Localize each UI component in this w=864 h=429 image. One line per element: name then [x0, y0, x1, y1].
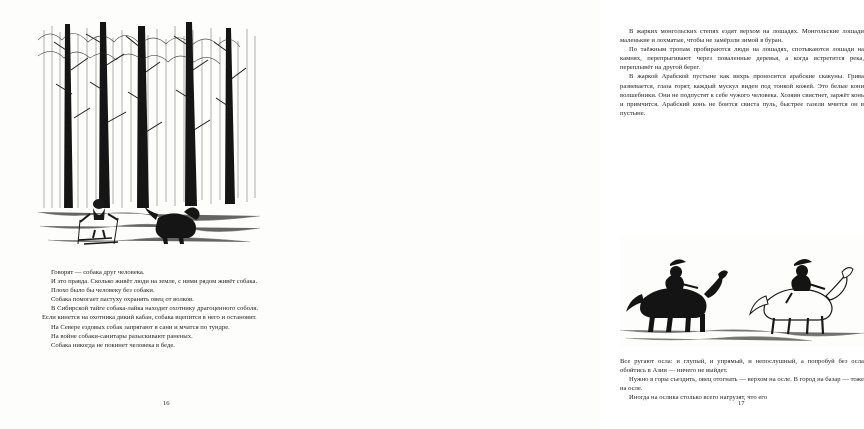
- paragraph: Все ругают осла: и глупый, и упрямый, и непослушный, а попробуй без осла обойтись в Азии — ничего не выйдет.: [620, 358, 864, 375]
- tree-icon: [38, 22, 260, 250]
- paragraph: И это правда. Сколько живёт люди на земле, с ними рядом живёт собака.: [51, 278, 258, 286]
- left-page-folio: 16: [163, 400, 170, 407]
- paragraph: Иногда на ослика столько всего нагрузят, что его: [629, 394, 768, 402]
- right-page-body-text-top: [620, 27, 864, 118]
- paragraph: По таёжным тропам пробираются люди на лошадях, спотыкаются лошади на камнях, перепрыгивают через поваленные деревья, а когда встретится река, переплывёт на другой берег.: [620, 46, 864, 72]
- right-page-body-text-bottom: [620, 357, 864, 402]
- paragraph: Плохо было бы человеку без собаки.: [51, 287, 155, 295]
- forest-with-boy-skier-and-dog-illustration: [38, 22, 260, 250]
- two-riders-on-horseback-illustration: [620, 236, 864, 346]
- paragraph: В жарких монгольских степях ездят верхом на лошадях. Монгольские лошади маленькие и лохматые, чтобы не замёрзли зимой в буран.: [620, 28, 864, 45]
- paragraph: В жаркой Арабской пустыне как вихрь проносится арабские скакуны. Грива развевается, глаза горят, каждый мускул виден под тонкой кожей. Это белые кони волшебники. Они не подпустят к себе чужого человека. Хозяин свистнет, заржёт конь и примчится. Арабский конь не боится свиста пуль, быстрее газели мчится он в пустыне.: [620, 73, 864, 117]
- left-page: [0, 0, 300, 429]
- paragraph: На войне собаки-санитары разыскивают раненых.: [51, 332, 193, 340]
- paragraph: На Севере ездовых собак запрягают в сани и мчатся по тундре.: [51, 323, 230, 331]
- right-page: [300, 0, 864, 429]
- horse-rider-icon: [620, 236, 864, 346]
- paragraph: Говорят — собака друг человека.: [51, 269, 145, 276]
- left-page-body-text: [42, 268, 258, 350]
- paragraph: В Сибирской тайге собака-лайка находит охотнику драгоценного соболя. Если кинется на охотника дикий кабан, собака вцепится в него и остановит.: [42, 305, 258, 322]
- paragraph: Нужно в горы съездить, овец отогнать — верхом на осле. В город на базар — тоже на осле.: [620, 376, 864, 393]
- right-page-folio: 17: [738, 400, 745, 407]
- paragraph: Собака никогда не покинет человека в беде.: [51, 341, 175, 349]
- paragraph: Собака помогает пастуху охранять овец от волков.: [51, 296, 194, 304]
